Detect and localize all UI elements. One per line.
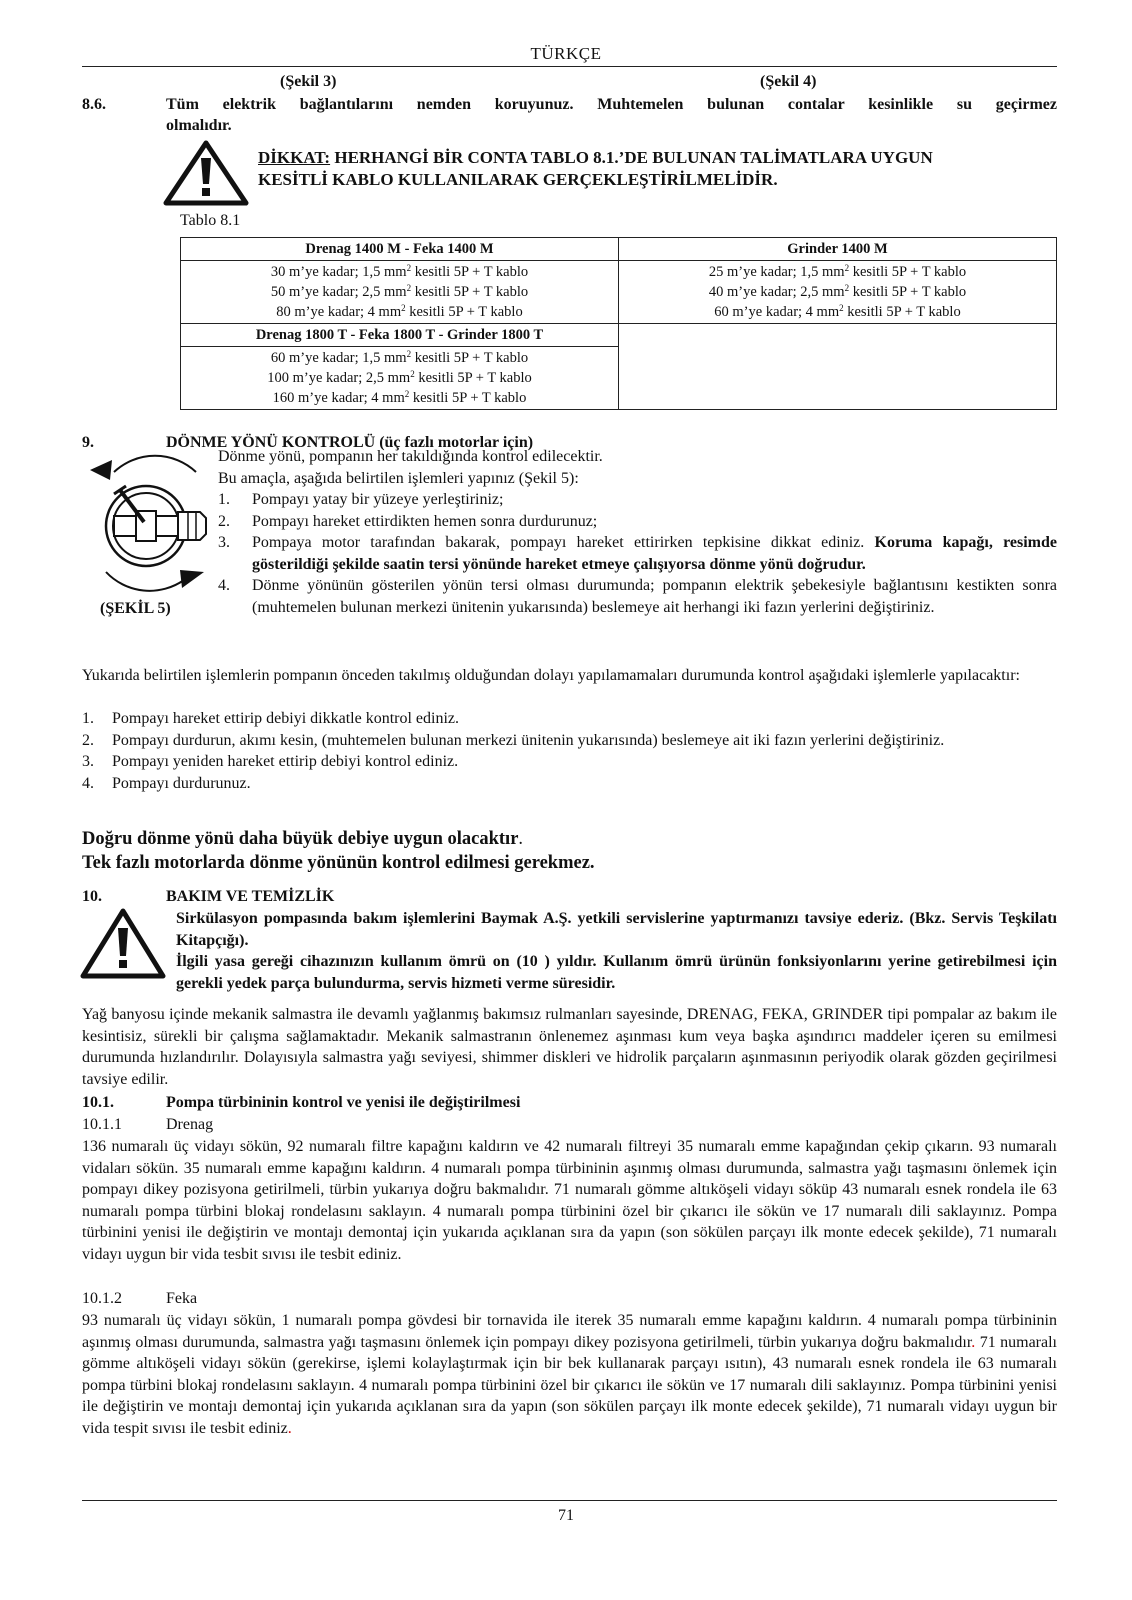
warning-triangle-icon [80,908,166,980]
single-phase-note: Tek fazlı motorlarda dönme yönünün kontrol edilmesi gerekmez. [82,853,595,873]
attention-line2: KESİTLİ KABLO KULLANILARAK GERÇEKLEŞTİRİLMELİDİR. [258,170,778,189]
section-9-paragraph: Yukarıda belirtilen işlemlerin pompanın önceden takılmış olduğundan dolayı yapılamamaları durumunda kontrol aşağıdaki işlemlerle yapılacaktır: [82,667,1020,684]
section-8-6-line1: Tüm elektrik bağlantılarını nemden koruyunuz. Muhtemelen bulunan contalar kesinlikle su geçirmez [166,96,1057,113]
section-10-1-1-number: 10.1.1 [82,1116,122,1133]
section-10-number: 10. [82,888,102,905]
page-number: 71 [558,1507,574,1524]
section-9-procedure [218,446,1057,618]
table-header-col1: Drenag 1400 M - Feka 1400 M [181,238,619,261]
table-row: 80 m’ye kadar; 4 $mm^2$ kesitli 5P + T kablo [276,303,523,320]
section-9-number: 9. [82,434,94,451]
figure-5-caption: (ŞEKİL 5) [100,600,171,617]
service-warning [176,908,1057,994]
figure-3-caption: (Şekil 3) [280,73,337,90]
list-item: 3. Pompayı yeniden hareket ettirip debiyi kontrol ediniz. [82,753,459,770]
table-row: 100 m’ye kadar; 2,5 $mm^2$ kesitli 5P + T kablo [267,369,532,386]
attention-line1: HERHANGİ BİR CONTA TABLO 8.1.’DE BULUNAN TALİMATLARA UYGUN [330,148,933,167]
table-header-col2: Grinder 1400 M [619,238,1057,261]
table-row: 25 m’ye kadar; 1,5 $mm^2$ kesitli 5P + T kablo [708,263,967,280]
cable-table [180,237,1057,410]
list-item: 1. Pompayı hareket ettirip debiyi dikkatle kontrol ediniz. [82,710,460,727]
table-row: 30 m’ye kadar; 1,5 $mm^2$ kesitli 5P + T kablo [270,263,529,280]
correct-rotation-note: Doğru dönme yönü daha büyük debiye uygun olacaktır. [82,829,524,849]
section-9-intro2: Bu amaçla, aşağıda belirtilen işlemleri yapınız (Şekil 5): [218,469,579,487]
list-item: 1. Pompayı yatay bir yüzeye yerleştiriniz; [218,491,504,508]
service-warning-text: Sirkülasyon pompasında bakım işlemlerini Baymak A.Ş. yetkili servislerine yaptırmanızı tavsiye ederiz. (Bkz. Servis Teşkilatı Kitapçığı). [176,910,1057,949]
section-10-1-2-number: 10.1.2 [82,1290,122,1307]
section-9-alt-list [82,708,1057,794]
maintenance-paragraph: Yağ banyosu içinde mekanik salmastra ile devamlı yağlanmış bakımsız rulmanları sayesinde, DRENAG, FEKA, GRINDER tipi pompalar az bakım ile kesintisiz, sürekli bir çalışma sağlamaktadır. Mekanik salmastranın önlenemez aşınması kum veya başka aşındırıcı maddeler içeren su emilmesi durumunda hızlandırılır. Dolayısıyla salmastra yağı seviyesi, shimmer diskleri ve hidrolik parçaların aşınmasının periyodik olarak gözden geçirilmesi tavsiye edilir. [82,1006,1057,1088]
service-life-text: İlgili yasa gereği cihazınızın kullanım ömrü on (10 ) yıldır. Kullanım ömrü ürünün fonksiyonlarını yerine getirebilmesi için gerekli yedek parça bulundurma, servis hizmeti verme süresidir. [176,953,1057,992]
list-item: 4. Dönme yönünün gösterilen yönün tersi olması durumunda; pompanın elektrik şebekesiyle bağlantısını kestikten sonra (muhtemelen bulunan merkezi ünitenin yukarısında) beslemeye ait herhangi iki fazın yerlerini değiştiriniz. [218,577,1057,616]
table-row: 50 m’ye kadar; 2,5 $mm^2$ kesitli 5P + T kablo [270,283,529,300]
section-10-title: BAKIM VE TEMİZLİK [166,888,335,905]
section-10-1-number: 10.1. [82,1094,114,1111]
footer-rule [82,1500,1057,1501]
list-item: 4. Pompayı durdurunuz. [82,774,251,792]
attention-label: DİKKAT: [258,148,331,167]
section-10-1-2-title: Feka [166,1290,198,1307]
table-cell-col1-rows [181,261,619,324]
table-header-section2: Drenag 1800 T - Feka 1800 T - Grinder 1800 T [181,324,619,347]
warning-triangle-icon [163,140,249,206]
rotation-direction-figure [84,454,216,596]
table-caption: Tablo 8.1 [180,212,241,229]
list-item: 2. Pompayı hareket ettirdikten hemen sonra durdurunuz; [218,512,598,530]
table-row: 160 m’ye kadar; 4 $mm^2$ kesitli 5P + T kablo [272,389,527,406]
header-rule [82,66,1057,67]
section-8-6-number: 8.6. [82,96,106,113]
attention-notice [258,147,1058,191]
table-empty-cell [619,324,1057,410]
list-item: 2. Pompayı durdurun, akımı kesin, (muhtemelen bulunan merkezi ünitenin yukarısında) beslemeye ait iki fazın yerlerini değiştiriniz. [82,731,945,749]
table-row: 40 m’ye kadar; 2,5 $mm^2$ kesitli 5P + T kablo [708,283,967,300]
section-10-1-1-title: Drenag [166,1116,214,1133]
feka-procedure: 93 numaralı üç vidayı sökün, 1 numaralı pompa gövdesi bir tornavida ile iterek 35 numaralı emme kapağını kaldırın. 4 numaralı pompa türbininin aşınmış olması durumunda, salmastra yağı taşmasını önlemek için pompayı dikey pozisyona getirilmeli, türbin yukarıya doğru bakmalıdır. 71 numaralı gömme altıköşeli vidayı sökün (gerekirse, işlemi kolaylaştırmak için bir bek kullanarak parçayı ısıtın), 43 numaralı esnek rondela ile 63 numaralı pompa türbini blokaj rondelasını saklayın. 4 numaralı pompa türbinini özel bir çıkarıcı ile sökün ve 17 numaralı dili saklayınız. Pompa türbinini yenisi ile değiştirin ve montajı demontaj için yukarıda açıklanan sıra da yapın (son sökülen parçayı ilk monte edecek şekilde), 71 numaralı vidayı uygun bir vida tespit sıvısı ile tesbit ediniz. [82,1312,1057,1437]
table-cell-section2-rows [181,347,619,410]
table-cell-col2-rows [619,261,1057,324]
section-8-6-line2: olmalıdır. [166,117,232,134]
language-header: TÜRKÇE [530,44,602,63]
section-9-intro1: Dönme yönü, pompanın her takıldığında kontrol edilecektir. [218,448,603,465]
table-row: 60 m’ye kadar; 1,5 $mm^2$ kesitli 5P + T kablo [270,349,529,366]
section-10-1-title: Pompa türbininin kontrol ve yenisi ile değiştirilmesi [166,1094,521,1111]
list-item: 3. Pompaya motor tarafından bakarak, pompayı hareket ettirirken tepkisine dikkat ediniz. Koruma kapağı, resimde gösterildiği şekilde saatin tersi yönünde hareket etmeye çalışıyorsa dönme yönü doğrudur. [218,534,1058,573]
section-9-title: DÖNME YÖNÜ KONTROLÜ (üç fazlı motorlar için) [166,434,534,451]
table-row: 60 m’ye kadar; 4 $mm^2$ kesitli 5P + T kablo [714,303,961,320]
figure-4-caption: (Şekil 4) [760,73,817,90]
drenag-procedure: 136 numaralı üç vidayı sökün, 92 numaralı filtre kapağını kaldırın ve 42 numaralı filtreyi 35 numaralı emme kapağından çekip çıkarın. 93 numaralı vidaları sökün. 35 numaralı emme kapağını kaldırın. 4 numaralı pompa türbininin aşınmış olması durumunda, salmastra yağı taşmasını önlemek için pompayı dikey pozisyona getirilmeli, türbin yukarıya doğru bakmalıdır. 71 numaralı gömme altıköşeli vidayı söküp 43 numaralı esnek rondela ile 63 numaralı pompa türbini blokaj rondelasını saklayın. 4 numaralı pompa türbinini özel bir çıkarıcı ile sökün ve 17 numaralı dili saklayınız. Pompa türbinini yenisi ile değiştirin ve montajı demontaj için yukarıda açıklanan sıra da yapın (son sökülen parçayı ilk monte edecek şekilde), 71 numaralı vidayı uygun bir vida tesbit sıvısı ile tesbit ediniz. [82,1138,1057,1263]
